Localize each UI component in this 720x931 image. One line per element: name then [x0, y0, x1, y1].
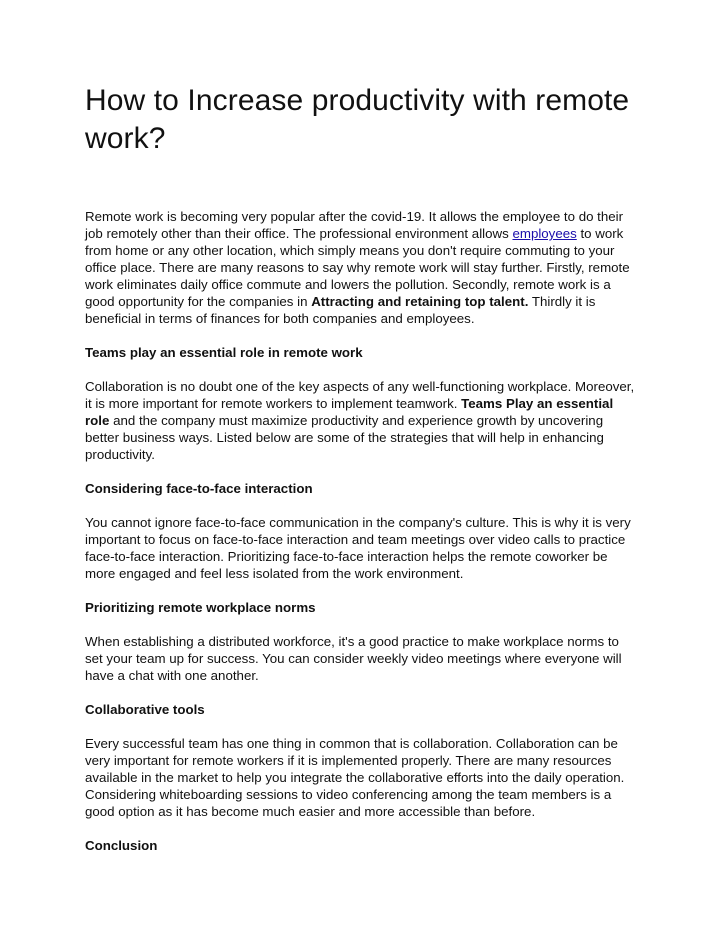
intro-text-2: to work from home or any other location, which simply means you don't require commuting to your office place. There are many reasons to say why remote work will stay further. Firstly, remote work eliminates daily office commute and lowers the pollution. Secondly, remote work is a good opportunity for the companies in — [85, 226, 630, 309]
intro-bold-text: Attracting and retaining top talent. — [311, 294, 529, 309]
intro-text-1: Remote work is becoming very popular after the covid-19. It allows the employee to do their job remotely other than their office. The professional environment allows — [85, 209, 624, 241]
employees-link[interactable]: employees — [512, 226, 577, 241]
section-heading-collaborative-tools: Collaborative tools — [85, 702, 205, 717]
document-page — [85, 82, 637, 871]
teams-text-1: Collaboration is no doubt one of the key aspects of any well-functioning workplace. Moreover, it is more important for remote workers to implement teamwork. — [85, 379, 635, 411]
section-paragraph-teams — [85, 378, 637, 463]
section-paragraph-face-to-face: You cannot ignore face-to-face communication in the company's culture. This is why it is very important to focus on face-to-face interaction and team meetings over video calls to practice face-to-face interaction. Prioritizing face-to-face interaction helps the remote coworker be more engaged and feel less isolated from the work environment. — [85, 515, 631, 581]
teams-text-2: and the company must maximize productivity and experience growth by uncovering better business ways. Listed below are some of the strategies that will help in enhancing productivity. — [85, 413, 604, 462]
intro-text-3: Thirdly it is beneficial in terms of finances for both companies and employees. — [85, 294, 596, 326]
teams-bold-text: Teams Play an essential role — [85, 396, 614, 428]
section-heading-face-to-face: Considering face-to-face interaction — [85, 481, 313, 496]
intro-paragraph — [85, 208, 637, 327]
section-heading-teams: Teams play an essential role in remote work — [85, 345, 363, 360]
section-heading-workplace-norms: Prioritizing remote workplace norms — [85, 600, 316, 615]
section-paragraph-collaborative-tools: Every successful team has one thing in common that is collaboration. Collaboration can be very important for remote workers if it is implemented properly. There are many resources available in the market to help you integrate the collaborative efforts into the daily operation. Considering whiteboarding sessions to video conferencing among the team members is a good option as it has become much easier and more accessible than before. — [85, 736, 625, 819]
section-paragraph-workplace-norms: When establishing a distributed workforce, it's a good practice to make workplace norms to set your team up for success. You can consider weekly video meetings where everyone will have a chat with one another. — [85, 634, 622, 683]
page-title: How to Increase productivity with remote work? — [85, 84, 630, 155]
section-heading-conclusion: Conclusion — [85, 838, 158, 853]
